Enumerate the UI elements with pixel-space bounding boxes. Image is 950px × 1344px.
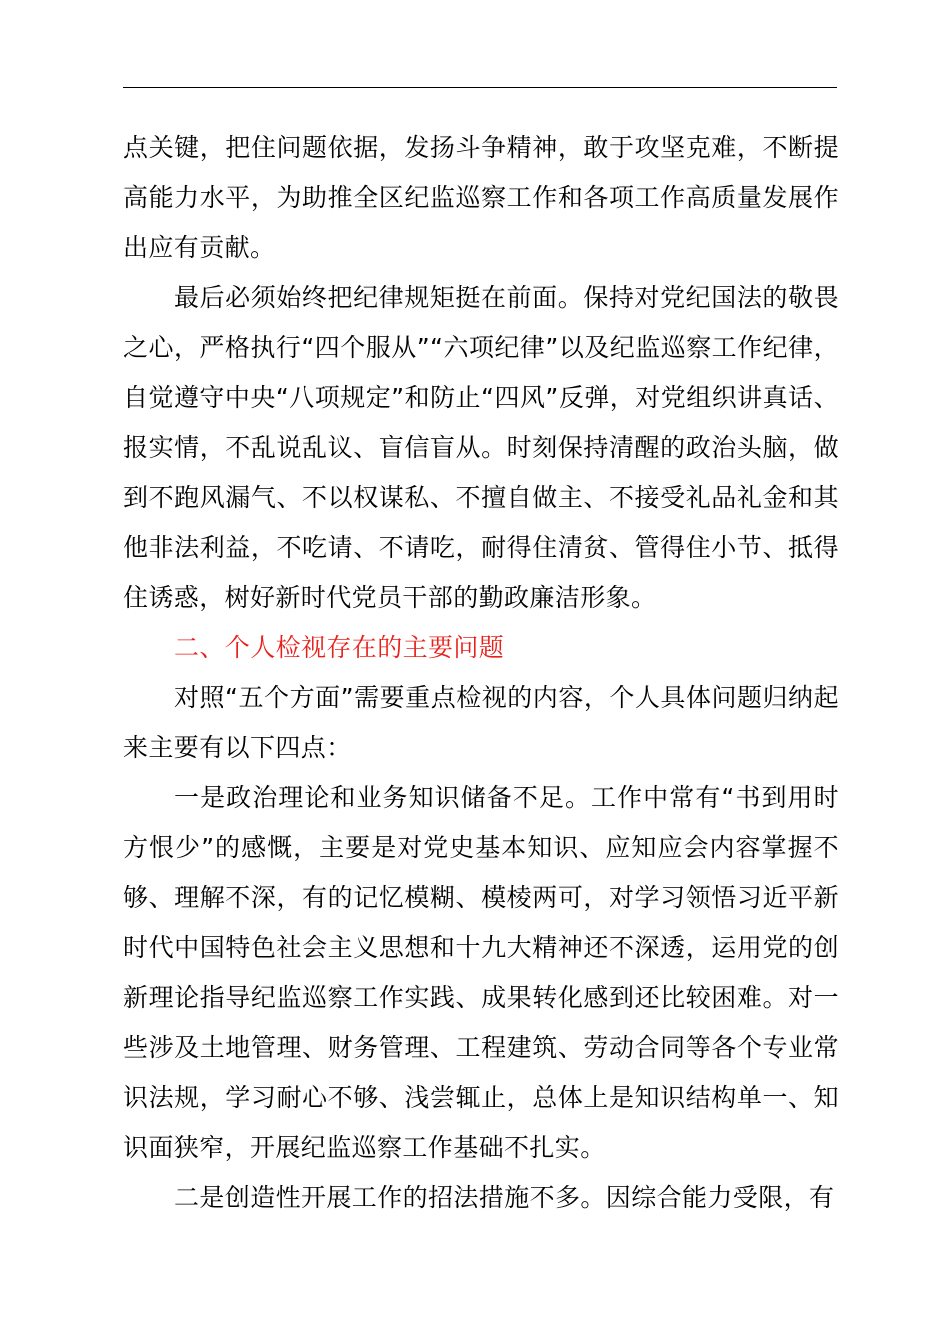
document-body (123, 123, 839, 1223)
paragraph-problem-one: 一是政治理论和业务知识储备不足。工作中常有“书到用时方恨少”的感慨，主要是对党史基本知识、应知应会内容掌握不够、理解不深，有的记忆模糊、模棱两可，对学习领悟习近平新时代中国特色社会主义思想和十九大精神还不深透，运用党的创新理论指导纪监巡察工作实践、成果转化感到还比较困难。对一些涉及土地管理、财务管理、工程建筑、劳动合同等各个专业常识法规，学习耐心不够、浅尝辄止，总体上是知识结构单一、知识面狭窄，开展纪监巡察工作基础不扎实。 (123, 783, 839, 1162)
paragraph-intro-problems: 对照“五个方面”需要重点检视的内容，个人具体问题归纳起来主要有以下四点： (123, 683, 839, 762)
section-heading-problems: 二、个人检视存在的主要问题 (174, 633, 505, 662)
paragraph-continuation: 点关键，把住问题依据，发扬斗争精神，敢于攻坚克难，不断提高能力水平，为助推全区纪监巡察工作和各项工作高质量发展作出应有贡献。 (123, 133, 839, 262)
header-rule (123, 87, 837, 88)
paragraph-discipline: 最后必须始终把纪律规矩挺在前面。保持对党纪国法的敬畏之心，严格执行“四个服从”“六项纪律”以及纪监巡察工作纪律，自觉遵守中央“八项规定”和防止“四风”反弹，对党组织讲真话、报实情，不乱说乱议、盲信盲从。时刻保持清醒的政治头脑，做到不跑风漏气、不以权谋私、不擅自做主、不接受礼品礼金和其他非法利益，不吃请、不请吃，耐得住清贫、管得住小节、抵得住诱惑，树好新时代党员干部的勤政廉洁形象。 (123, 283, 839, 612)
paragraph-problem-two: 二是创造性开展工作的招法措施不多。因综合能力受限，有 (174, 1183, 835, 1212)
